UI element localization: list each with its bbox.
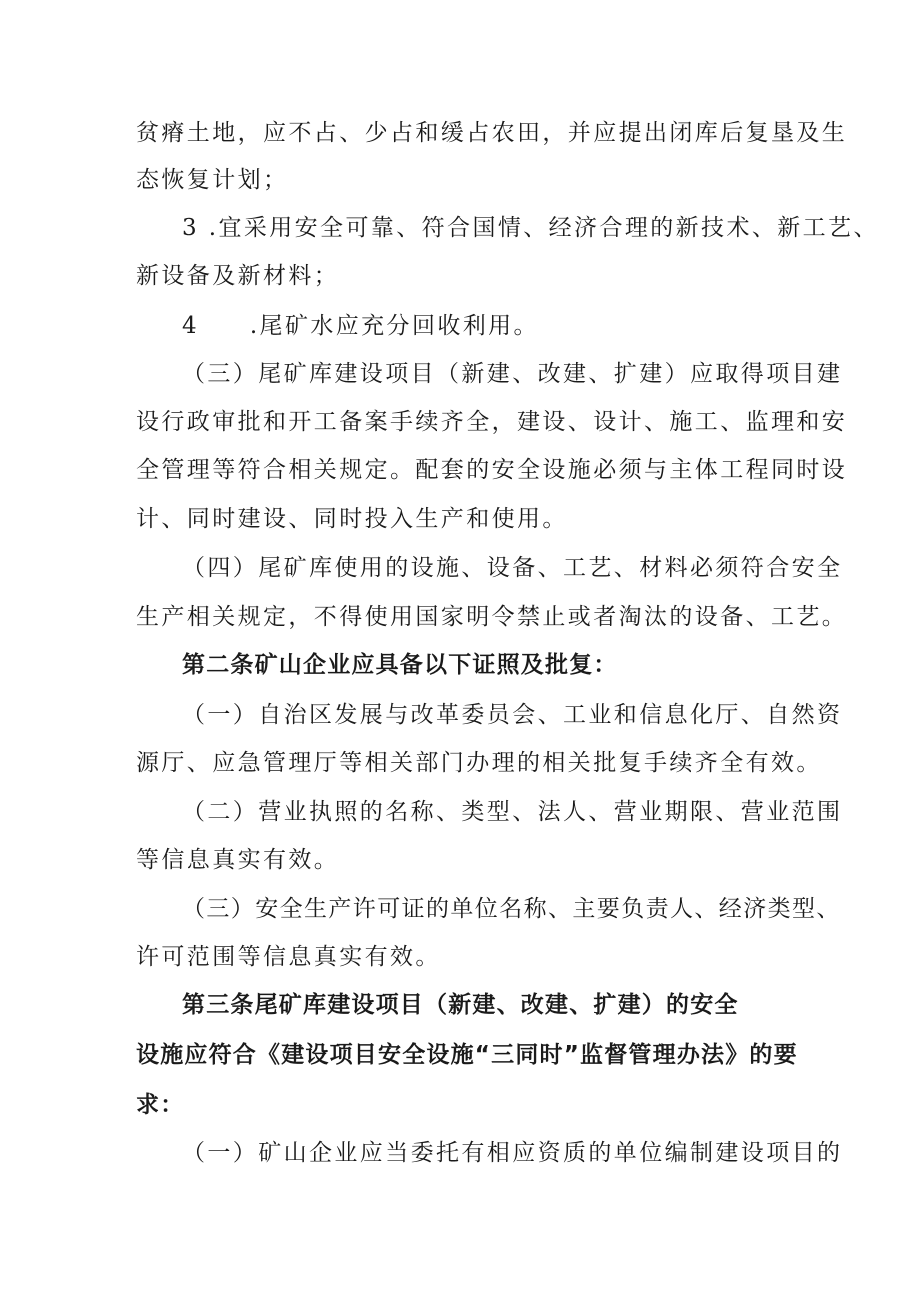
paragraph-line: 源厅、应急管理厅等相关部门办理的相关批复手续齐全有效。 bbox=[136, 750, 822, 776]
article-three-heading: 第三条尾矿库建设项目（新建、改建、扩建）的安全 bbox=[182, 992, 739, 1018]
article-two-item-two: （二）营业执照的名称、类型、法人、营业期限、营业范围 bbox=[182, 799, 843, 825]
paragraph-line: 贫瘠土地，应不占、少占和缓占农田，并应提出闭库后复垦及生 bbox=[136, 120, 848, 146]
paragraph-line: 态恢复计划； bbox=[136, 167, 289, 193]
article-three-heading-cont: 设施应符合《建设项目安全设施“三同时”监督管理办法》的要 bbox=[136, 1042, 798, 1068]
article-two-item-three: （三）安全生产许可证的单位名称、主要负责人、经济类型、 bbox=[182, 896, 841, 922]
clause-three: （三）尾矿库建设项目（新建、改建、扩建）应取得项目建 bbox=[182, 361, 843, 387]
paragraph-line: 设行政审批和开工备案手续齐全，建设、设计、施工、监理和安 bbox=[136, 409, 848, 435]
article-two-heading: 第二条矿山企业应具备以下证照及批复： bbox=[182, 652, 618, 678]
list-item-3: 3 .宜采用安全可靠、符合国情、经济合理的新技术、新工艺、 bbox=[182, 215, 879, 241]
article-three-heading-end: 求： bbox=[136, 1092, 185, 1118]
paragraph-line: 许可范围等信息真实有效。 bbox=[136, 944, 441, 970]
list-item-4: 4 .尾矿水应充分回收利用。 bbox=[182, 313, 539, 339]
article-two-item-one: （一）自治区发展与改革委员会、工业和信息化厅、自然资 bbox=[182, 702, 843, 728]
clause-four: （四）尾矿库使用的设施、设备、工艺、材料必须符合安全 bbox=[182, 555, 843, 581]
paragraph-line: 新设备及新材料； bbox=[136, 263, 340, 289]
paragraph-line: 全管理等符合相关规定。配套的安全设施必须与主体工程同时设 bbox=[136, 457, 848, 483]
paragraph-line: 生产相关规定，不得使用国家明令禁止或者淘汰的设备、工艺。 bbox=[136, 604, 848, 630]
paragraph-line: 等信息真实有效。 bbox=[136, 847, 340, 873]
paragraph-line: 计、同时建设、同时投入生产和使用。 bbox=[136, 506, 568, 532]
article-three-item-one: （一）矿山企业应当委托有相应资质的单位编制建设项目的 bbox=[182, 1140, 843, 1166]
